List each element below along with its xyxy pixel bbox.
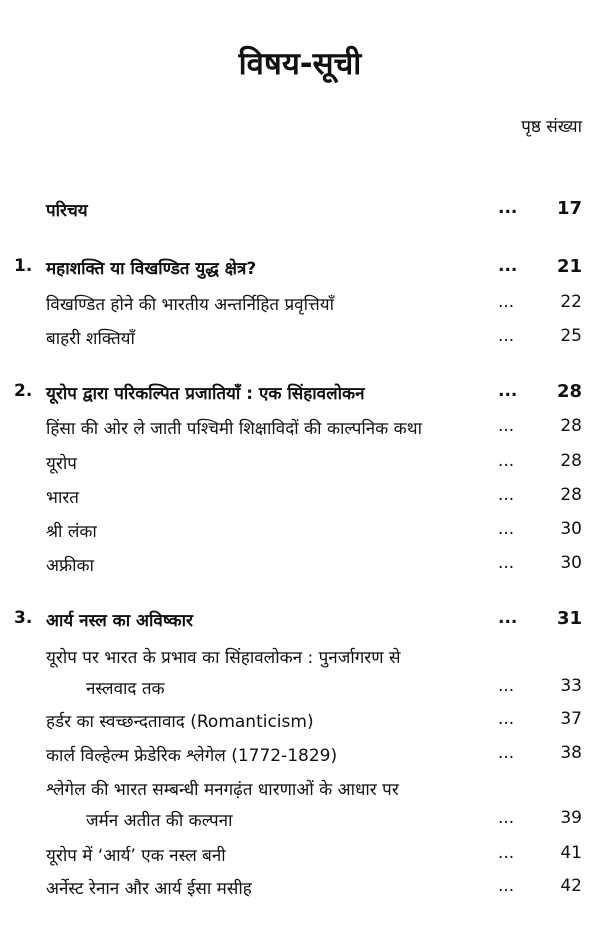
leader-dots: ...: [498, 519, 515, 539]
leader-dots: ...: [498, 808, 515, 828]
toc-section-entry: [0, 709, 600, 737]
toc-section-entry: [0, 743, 600, 771]
toc-section-entry: [0, 843, 600, 871]
toc-section-entry: [0, 808, 600, 836]
leader-dots: ...: [498, 451, 515, 471]
toc-section-entry: [0, 676, 600, 704]
toc-chapter-entry: [0, 608, 600, 636]
leader-dots: ...: [498, 198, 518, 218]
entry-title: श्री लंका: [46, 522, 97, 542]
entry-title: परिचय: [46, 201, 88, 221]
entry-title: हर्डर का स्वच्छन्दतावाद (Romanticism): [46, 712, 314, 732]
entry-title: श्लेगेल की भारत सम्बन्धी मनगढ़ंत धारणाओं के आधार पर: [46, 780, 399, 800]
leader-dots: ...: [498, 676, 515, 696]
chapter-number: 2.: [14, 381, 33, 401]
toc-section-entry: [0, 876, 600, 904]
page-number: 38: [560, 743, 582, 763]
page-number: 31: [556, 608, 582, 629]
entry-title: नस्लवाद तक: [86, 679, 165, 699]
entry-title: यूरोप में ‘आर्य’ एक नस्ल बनी: [46, 846, 226, 866]
leader-dots: ...: [498, 256, 518, 276]
page-number: 28: [560, 416, 582, 436]
toc-chapter-entry: [0, 256, 600, 284]
page-number: 22: [560, 292, 582, 312]
entry-title: यूरोप पर भारत के प्रभाव का सिंहावलोकन : पुनर्जागरण से: [46, 648, 401, 668]
toc-section-entry: [0, 553, 600, 581]
page-number: 28: [560, 451, 582, 471]
page-number: 30: [560, 519, 582, 539]
leader-dots: ...: [498, 709, 515, 729]
page-number: 39: [560, 808, 582, 828]
page-number: 41: [560, 843, 582, 863]
page-number: 17: [556, 198, 582, 219]
page-number-column-label: पृष्ठ संख्या: [521, 117, 582, 137]
toc-section-entry: [0, 292, 600, 320]
page-number: 28: [556, 381, 582, 402]
leader-dots: ...: [498, 553, 515, 573]
entry-title: भारत: [46, 488, 79, 508]
leader-dots: ...: [498, 326, 515, 346]
entry-title: महाशक्ति या विखण्डित युद्ध क्षेत्र?: [46, 259, 257, 279]
toc-section-entry: [0, 416, 600, 444]
toc-chapter-entry: [0, 198, 600, 226]
page-number: 42: [560, 876, 582, 896]
page-number: 25: [560, 326, 582, 346]
leader-dots: ...: [498, 876, 515, 896]
leader-dots: ...: [498, 843, 515, 863]
page-number: 33: [560, 676, 582, 696]
page-number: 28: [560, 485, 582, 505]
toc-section-entry: [0, 645, 600, 673]
toc-chapter-entry: [0, 381, 600, 409]
entry-title: आर्य नस्ल का अविष्कार: [46, 611, 193, 631]
page-number: 30: [560, 553, 582, 573]
page-number: 21: [556, 256, 582, 277]
entry-title: जर्मन अतीत की कल्पना: [86, 811, 233, 831]
entry-title: अर्नेस्ट रेनान और आर्य ईसा मसीह: [46, 879, 252, 899]
leader-dots: ...: [498, 416, 515, 436]
toc-section-entry: [0, 777, 600, 805]
entry-title: विखण्डित होने की भारतीय अन्तर्निहित प्रवृत्तियाँ: [46, 295, 335, 315]
entry-title: यूरोप: [46, 454, 77, 474]
toc-section-entry: [0, 326, 600, 354]
entry-title: हिंसा की ओर ले जाती पश्चिमी शिक्षाविदों की काल्पनिक कथा: [46, 419, 422, 439]
toc-section-entry: [0, 485, 600, 513]
leader-dots: ...: [498, 608, 518, 628]
toc-section-entry: [0, 519, 600, 547]
entry-title: अफ्रीका: [46, 556, 94, 576]
page-number: 37: [560, 709, 582, 729]
toc-section-entry: [0, 451, 600, 479]
leader-dots: ...: [498, 485, 515, 505]
chapter-number: 3.: [14, 608, 33, 628]
chapter-number: 1.: [14, 256, 33, 276]
leader-dots: ...: [498, 292, 515, 312]
page-title: विषय-सूची: [238, 46, 362, 82]
leader-dots: ...: [498, 381, 518, 401]
entry-title: बाहरी शक्तियाँ: [46, 329, 135, 349]
leader-dots: ...: [498, 743, 515, 763]
entry-title: यूरोप द्वारा परिकल्पित प्रजातियाँ : एक सिंहावलोकन: [46, 384, 365, 404]
entry-title: कार्ल विल्हेल्म फ्रेडेरिक श्लेगेल (1772-1829): [46, 746, 338, 766]
